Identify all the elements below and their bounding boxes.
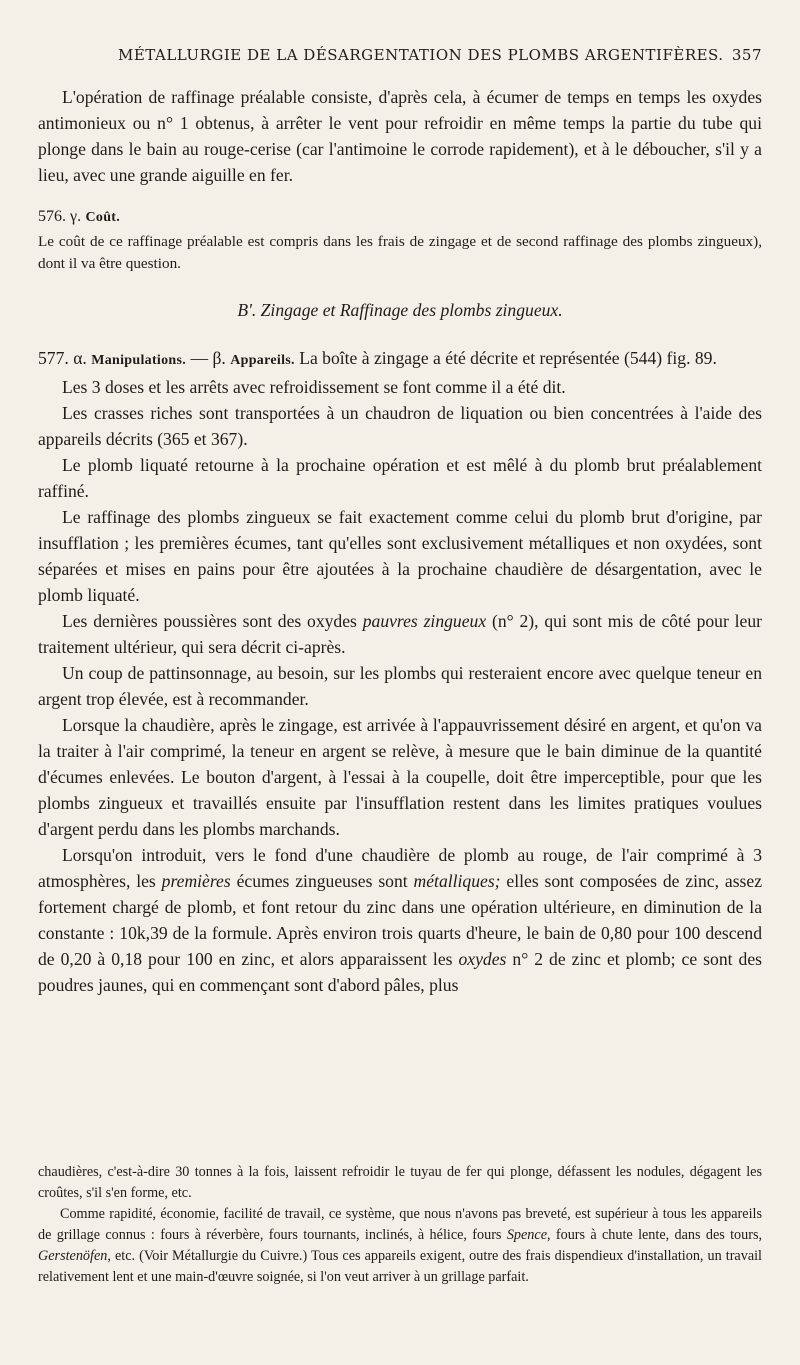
paragraph-6: Le raffinage des plombs zingueux se fait exactement comme celui du plomb brut d'origine, par insufflation ; les premières écumes, tant qu'elles sont exclusivement métalliques et non oxydées, sont séparées et mises en pains pour être ajoutées à la prochaine chaudière de désargentation, avec le plomb liquaté. — [38, 507, 762, 605]
section-577 — [38, 345, 762, 374]
paragraph-7-part-a: Les dernières poussières sont des oxydes — [62, 611, 357, 631]
section-576-heading — [38, 202, 762, 231]
paragraph-10-part-b: écumes zingueuses sont — [236, 871, 408, 891]
footnote-1: chaudières, c'est-à-dire 30 tonnes à la fois, laissent refroidir le tuyau de fer qui plonge, défassent les nodules, dégagent les croûtes, s'il s'en forme, etc. — [38, 1164, 762, 1201]
paragraph-10 — [38, 842, 762, 998]
page-number: 357 — [731, 46, 762, 64]
main-text — [38, 84, 762, 998]
paragraph-10-emphasis-2: métalliques; — [413, 871, 501, 891]
paragraph-3: Les 3 doses et les arrêts avec refroidissement se font comme il a été dit. — [62, 377, 566, 397]
paragraph-8: Un coup de pattinsonnage, au besoin, sur les plombs qui resteraient encore avec quelque teneur en argent trop élevée, est à recommander. — [38, 663, 762, 709]
section-577-number: 577. α. — [38, 348, 87, 368]
footnotes — [38, 1162, 762, 1288]
section-577-title-1: Manipulations. — [91, 353, 187, 368]
paragraph-10-part-d: n° 2 de zinc et plomb; ce sont des poudres jaunes, qui en commençant sont d'abord pâles, plus — [38, 949, 762, 995]
footnote-2-part-c: etc. (Voir Métallurgie du Cuivre.) Tous ces appareils exigent, outre des frais dispendieux d'installation, un travail relativement lent et une main-d'œuvre soignée, si l'on veut arriver à un grillage parfait. — [38, 1248, 763, 1285]
section-576-text: Le coût de ce raffinage préalable est compris dans les frais de zingage et de second raffinage des plombs zingueux), dont il va être question. — [38, 233, 762, 272]
paragraph-9: Lorsque la chaudière, après le zingage, est arrivée à l'appauvrissement désiré en argent, et qu'on va la traiter à l'air comprimé, la teneur en argent se relève, à mesure que le bain diminue de la quantité d'écumes enlevées. Le bouton d'argent, à l'essai à la coupelle, doit être imperceptible, pour que les plombs zingueux et travaillés ensuite par l'insufflation restent dans les limites pratiques voulues d'argent perdu dans les plombs marchands. — [38, 715, 762, 839]
footnote-2 — [38, 1204, 762, 1288]
paragraph-7-emphasis: pauvres zingueux — [362, 611, 487, 631]
subsection-title: B'. Zingage et Raffinage des plombs zingueux. — [237, 300, 563, 320]
header-title: MÉTALLURGIE DE LA DÉSARGENTATION DES PLOMBS ARGENTIFÈRES. — [118, 46, 724, 64]
paragraph-10-emphasis-1: premières — [161, 871, 231, 891]
paragraph-7 — [38, 608, 762, 660]
paragraph-10-part-c: elles sont composées de zinc, assez fortement chargé de plomb, et font retour du zinc dans une opération ultérieure, en diminution de la constante : 10k,39 de la formule. Après environ trois quarts d'heure, le bain de 0,80 pour 100 descend de 0,20 à 0,18 pour 100 en zinc, et alors apparaissent les — [38, 871, 763, 969]
section-576-number: 576. γ. — [38, 208, 82, 225]
paragraph-1: L'opération de raffinage préalable consiste, d'après cela, à écumer de temps en temps les oxydes antimonieux ou n° 1 obtenus, à arrêter le vent pour refroidir en même temps la partie du tube qui plonge dans le bain au rouge-cerise (car l'antimoine le corrode rapidement), et à le déboucher, s'il y a lieu, avec une grande aiguille en fer. — [38, 87, 762, 185]
paragraph-5: Le plomb liquaté retourne à la prochaine opération et est mêlé à du plomb brut préalablement raffiné. — [38, 455, 762, 501]
footnote-2-part-a: Comme rapidité, économie, facilité de travail, ce système, que nous n'avons pas breveté, est supérieur à tous les appareils de grillage connus : fours à réverbère, fours tournants, inclinés, à hélice, fours — [38, 1206, 762, 1243]
section-577-text: La boîte à zingage a été décrite et représentée (544) fig. 89. — [299, 348, 717, 368]
paragraph-10-part-a: Lorsqu'on introduit, vers le fond d'une chaudière de plomb au rouge, de l'air comprimé à 3 atmosphères, les — [38, 845, 762, 891]
section-577-title-2: Appareils. — [230, 353, 295, 368]
paragraph-7-part-b: (n° 2), qui sont mis de côté pour leur traitement ultérieur, qui sera décrit ci-après. — [38, 611, 762, 657]
section-576-title: Coût. — [85, 210, 121, 225]
paragraph-10-emphasis-3: oxydes — [458, 949, 507, 969]
footnote-2-emphasis-2: Gerstenöfen, — [38, 1248, 111, 1264]
running-header — [118, 46, 762, 64]
section-577-separator: — β. — [190, 348, 226, 368]
footnote-2-emphasis-1: Spence, — [506, 1227, 551, 1243]
footnote-2-part-b: fours à chute lente, dans des tours, — [555, 1227, 763, 1243]
paragraph-4: Les crasses riches sont transportées à un chaudron de liquation ou bien concentrées à l'aide des appareils décrits (365 et 367). — [38, 403, 762, 449]
